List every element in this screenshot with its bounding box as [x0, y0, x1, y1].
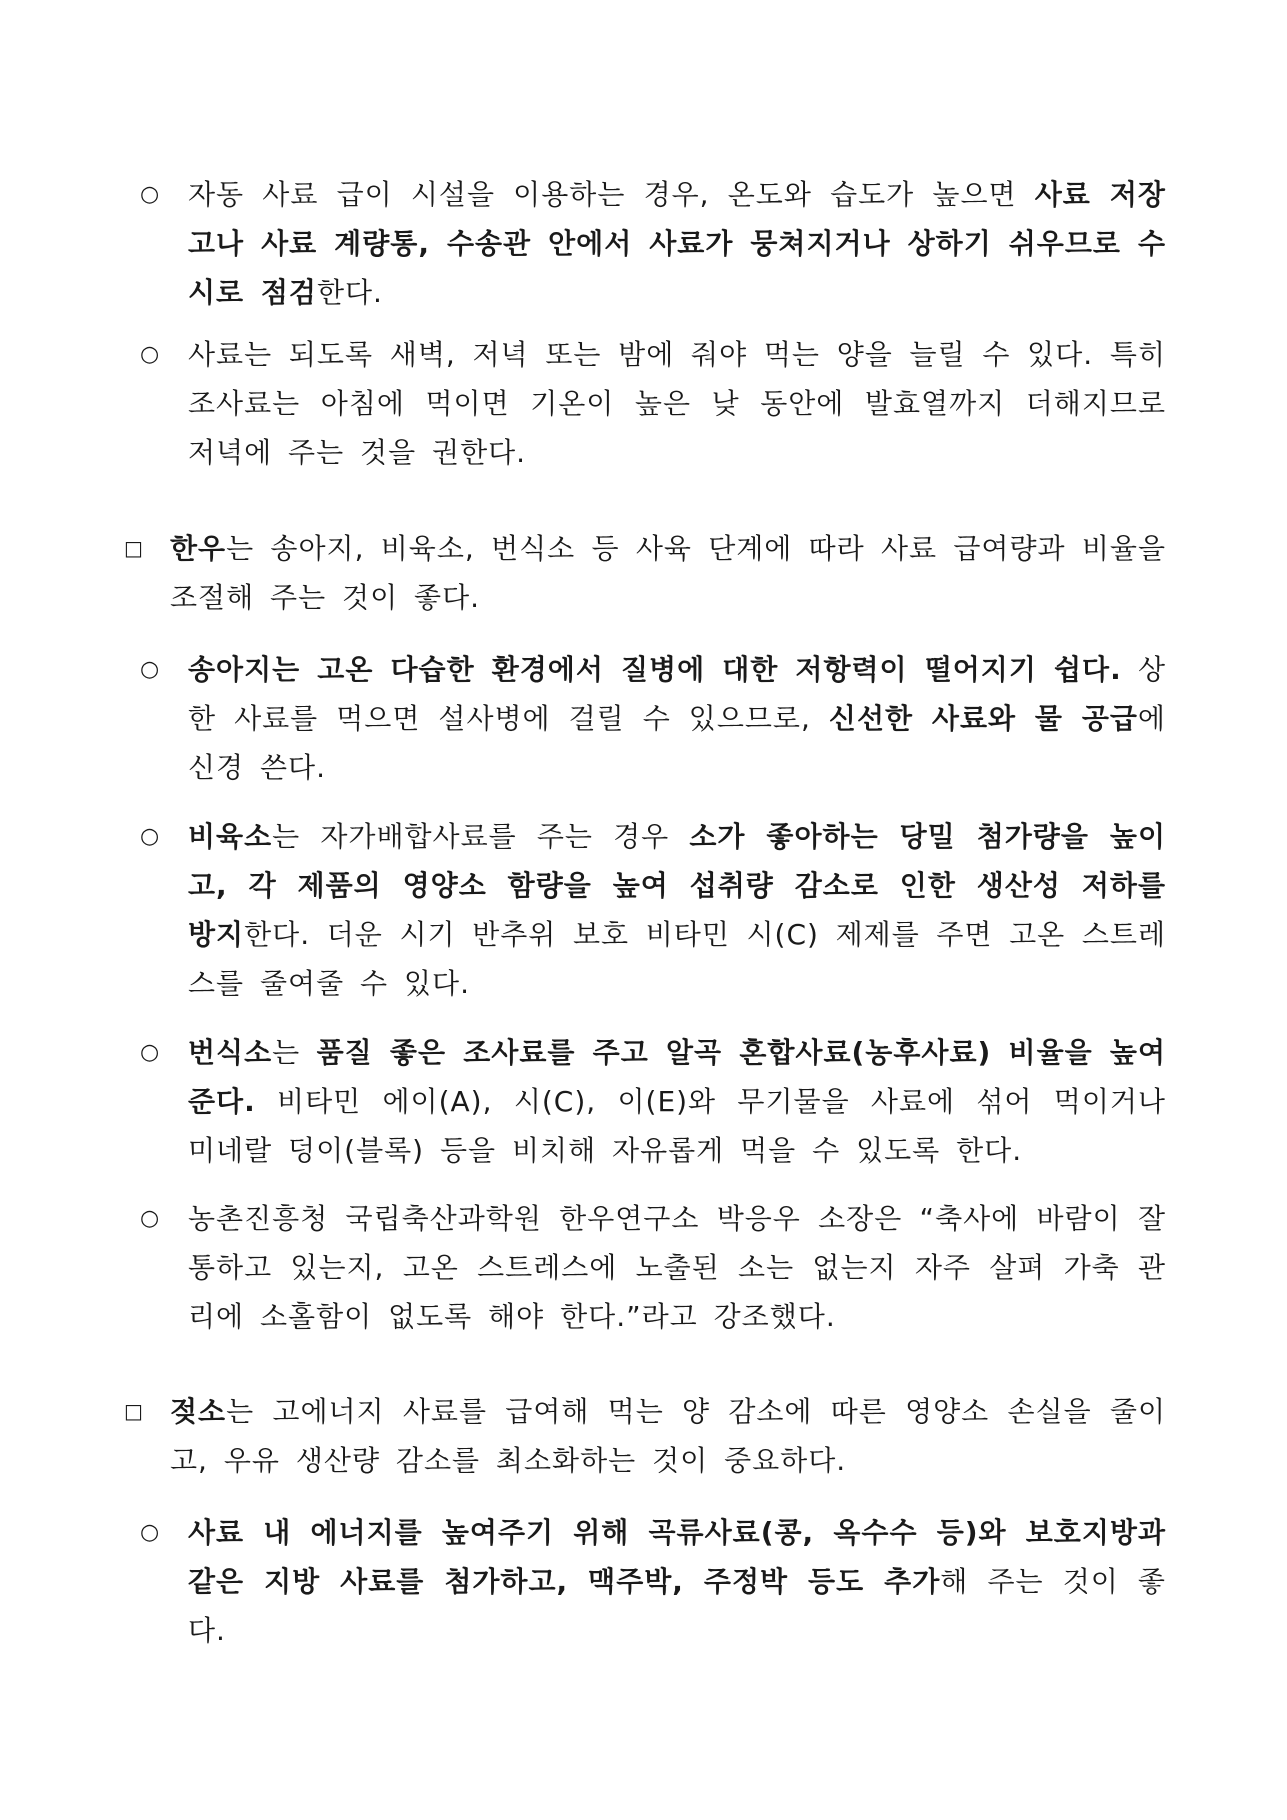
text-segment: 는 송아지, 비육소, 번식소 등 사육 단계에 따라 사료 급여량과 비율을 조절해 주는 것이 좋다.: [170, 532, 1166, 614]
paragraph-text: [188, 1028, 1166, 1175]
text-segment: 해 주는 것이 좋다.: [188, 1565, 1166, 1647]
bold-text-segment: 소가 좋아하는 당밀 첨가량을 높이고, 각 제품의 영양소 함량을 높여 섭취량 감소로 인한 생산성 저하를 방지: [188, 820, 1166, 951]
text-segment: 자동 사료 급이 시설을 이용하는 경우, 온도와 습도가 높으면: [188, 178, 1035, 211]
text-segment: 비타민 에이(A), 시(C), 이(E)와 무기물을 사료에 섞어 먹이거나 미네랄 덩이(블록) 등을 비치해 자유롭게 먹을 수 있도록 한다.: [188, 1085, 1166, 1167]
text-segment: 한다. 더운 시기 반추위 보호 비타민 시(C) 제제를 주면 고온 스트레스를 줄여줄 수 있다.: [188, 918, 1166, 1000]
paragraph-text: [188, 1194, 1166, 1341]
text-segment: 는 고에너지 사료를 급여해 먹는 양 감소에 따른 영양소 손실을 줄이고, 우유 생산량 감소를 최소화하는 것이 중요하다.: [170, 1395, 1166, 1477]
bold-text-segment: 번식소: [188, 1036, 273, 1069]
text-segment: 한다.: [316, 276, 383, 309]
text-segment: 사료는 되도록 새벽, 저녁 또는 밤에 줘야 먹는 양을 늘릴 수 있다. 특히 조사료는 아침에 먹이면 기온이 높은 낮 동안에 발효열까지 더해지므로 저녁에 주는 것을 권한다.: [188, 338, 1166, 469]
circle-bullet-icon: ○: [140, 657, 160, 682]
circle-bullet-icon: ○: [140, 182, 160, 207]
bold-text-segment: 비육소: [188, 820, 273, 853]
paragraph-text: [170, 1387, 1166, 1485]
paragraph-text: [188, 812, 1166, 1008]
paragraph-text: [170, 524, 1166, 622]
bold-text-segment: 사료 내 에너지를 높여주기 위해 곡류사료(콩, 옥수수 등)와 보호지방과 같은 지방 사료를 첨가하고, 맥주박, 주정박 등도 추가: [188, 1516, 1166, 1598]
bold-text-segment: 사료 저장고나 사료 계량통, 수송관 안에서 사료가 뭉쳐지거나 상하기 쉬우므로 수시로 점검: [188, 178, 1166, 309]
circle-bullet-icon: ○: [140, 1040, 160, 1065]
circle-bullet-icon: ○: [140, 342, 160, 367]
paragraph-text: [188, 1508, 1166, 1655]
bold-text-segment: 젖소: [170, 1395, 227, 1428]
paragraph-text: [188, 170, 1166, 317]
circle-bullet-icon: ○: [140, 1520, 160, 1545]
circle-bullet-icon: ○: [140, 824, 160, 849]
text-segment: 상한 사료를 먹으면 설사병에 걸릴 수 있으므로,: [188, 653, 1167, 735]
bold-text-segment: 품질 좋은 조사료를 주고 알곡 혼합사료(농후사료) 비율을 높여준다.: [188, 1036, 1166, 1118]
text-segment: 는 자가배합사료를 주는 경우: [272, 820, 690, 853]
bold-text-segment: 송아지는 고온 다습한 환경에서 질병에 대한 저항력이 떨어지기 쉽다.: [188, 653, 1122, 686]
square-bullet-icon: □: [124, 1399, 143, 1423]
circle-bullet-icon: ○: [140, 1206, 160, 1231]
text-segment: 에 신경 쓴다.: [188, 702, 1166, 784]
text-segment: 는: [272, 1036, 317, 1069]
square-bullet-icon: □: [124, 536, 143, 560]
paragraph-text: [188, 645, 1166, 792]
paragraph-text: [188, 330, 1166, 477]
bold-text-segment: 한우: [170, 532, 227, 565]
bold-text-segment: 신선한 사료와 물 공급: [828, 702, 1138, 735]
text-segment: 농촌진흥청 국립축산과학원 한우연구소 박응우 소장은 “축사에 바람이 잘 통하고 있는지, 고온 스트레스에 노출된 소는 없는지 자주 살펴 가축 관리에 소홀함이 없도록 해야 한다.”라고 강조했다.: [188, 1202, 1166, 1333]
